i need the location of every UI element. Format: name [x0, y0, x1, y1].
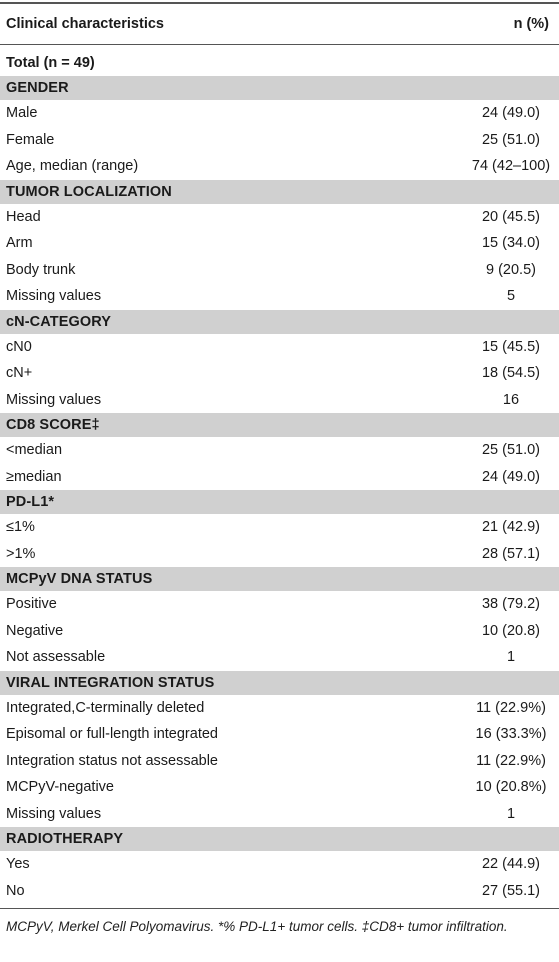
- table-row: [0, 437, 559, 464]
- section-header: PD-L1*: [0, 490, 559, 514]
- table-row: [0, 257, 559, 284]
- row-label: cN+: [6, 365, 33, 381]
- table-row: [0, 334, 559, 361]
- row-value: 20 (45.5): [481, 208, 541, 225]
- row-value: 16: [502, 391, 520, 408]
- table-row: [0, 695, 559, 722]
- table-row: [0, 541, 559, 568]
- table-header: [0, 4, 559, 44]
- row-value: 24 (49.0): [481, 468, 541, 485]
- row-value: 5: [506, 288, 516, 304]
- row-label: Integrated,C-terminally deleted: [6, 699, 205, 716]
- table-row: [0, 851, 559, 878]
- table-body: [0, 76, 559, 904]
- table-row: [0, 100, 559, 127]
- header-characteristics: Clinical characteristics: [6, 16, 164, 32]
- header-n-percent: n (%): [513, 16, 549, 32]
- row-value: 11 (22.9%): [476, 752, 546, 769]
- row-label: Positive: [6, 596, 57, 612]
- row-label: Negative: [6, 622, 64, 639]
- table-row: [0, 127, 559, 154]
- section-header: GENDER: [0, 76, 559, 100]
- row-value: 15 (34.0): [481, 235, 541, 251]
- row-value: 21 (42.9): [481, 519, 541, 535]
- row-label: Age, median (range): [6, 158, 139, 174]
- table-row: [0, 464, 559, 491]
- row-label: Not assessable: [6, 649, 106, 665]
- table-footnote: MCPyV, Merkel Cell Polyomavirus. *% PD-L1+ tumor cells. ‡CD8+ tumor infiltration.: [6, 919, 508, 934]
- row-label: Integration status not assessable: [6, 752, 218, 769]
- total-row: Total (n = 49): [6, 55, 95, 71]
- row-value: 24 (49.0): [481, 105, 541, 121]
- row-value: 74 (42–100): [471, 158, 551, 174]
- section-header: TUMOR LOCALIZATION: [0, 180, 559, 204]
- row-label: Missing values: [6, 805, 102, 822]
- table-row: [0, 748, 559, 775]
- row-label: Missing values: [6, 288, 102, 304]
- row-value: 18 (54.5): [481, 365, 541, 381]
- row-value: 25 (51.0): [481, 131, 541, 148]
- table-row: [0, 283, 559, 310]
- section-header: CD8 SCORE‡: [0, 413, 559, 437]
- row-value: 28 (57.1): [481, 545, 541, 562]
- row-value: 25 (51.0): [481, 442, 541, 458]
- row-label: Head: [6, 208, 41, 225]
- section-header: cN-CATEGORY: [0, 310, 559, 334]
- section-header: MCPyV DNA STATUS: [0, 567, 559, 591]
- table-row: [0, 360, 559, 387]
- row-label: MCPyV-negative: [6, 779, 114, 795]
- row-value: 9 (20.5): [486, 261, 536, 278]
- row-value: 10 (20.8%): [475, 779, 547, 795]
- section-header: RADIOTHERAPY: [0, 827, 559, 851]
- table-row: [0, 878, 559, 905]
- table-row: [0, 774, 559, 801]
- row-label: >1%: [6, 545, 36, 562]
- row-label: No: [6, 882, 25, 899]
- row-value: 27 (55.1): [481, 882, 541, 899]
- row-label: Female: [6, 131, 55, 148]
- row-value: 1: [506, 805, 516, 822]
- row-label: Missing values: [6, 391, 102, 408]
- row-value: 15 (45.5): [481, 338, 541, 355]
- table-row: [0, 204, 559, 231]
- row-label: ≥median: [6, 468, 62, 485]
- table-row: [0, 514, 559, 541]
- row-label: ≤1%: [6, 519, 35, 535]
- row-label: Episomal or full-length integrated: [6, 726, 218, 742]
- row-label: Male: [6, 105, 38, 121]
- header-rule: [0, 44, 559, 45]
- row-value: 22 (44.9): [481, 856, 541, 872]
- row-value: 38 (79.2): [481, 596, 541, 612]
- table-row: [0, 644, 559, 671]
- row-value: 1: [506, 649, 516, 665]
- row-label: <median: [6, 442, 63, 458]
- row-value: 16 (33.3%): [475, 726, 547, 742]
- table-row: [0, 230, 559, 257]
- row-label: Body trunk: [6, 261, 76, 278]
- row-label: Arm: [6, 235, 33, 251]
- clinical-characteristics-table: [0, 2, 559, 934]
- table-row: [0, 591, 559, 618]
- section-header: VIRAL INTEGRATION STATUS: [0, 671, 559, 695]
- table-row: [0, 387, 559, 414]
- row-label: cN0: [6, 338, 32, 355]
- table-row: [0, 801, 559, 828]
- table-row: [0, 153, 559, 180]
- row-value: 11 (22.9%): [476, 699, 546, 716]
- row-value: 10 (20.8): [481, 622, 541, 639]
- table-row: [0, 721, 559, 748]
- table-row: [0, 618, 559, 645]
- row-label: Yes: [6, 856, 30, 872]
